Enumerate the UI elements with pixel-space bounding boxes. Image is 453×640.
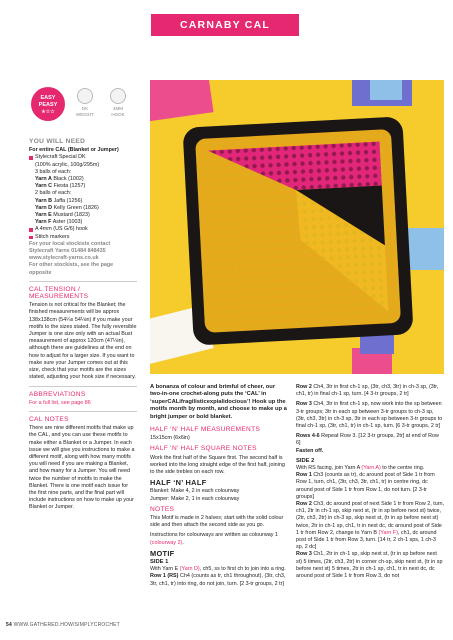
divider — [29, 411, 137, 412]
page-number: 54 — [6, 622, 12, 628]
yarn-weight-line1: DK — [81, 106, 89, 111]
motif-heading: MOTIF — [150, 548, 175, 558]
yarn-list-item: Yarn F Aster (1003) — [35, 219, 83, 226]
hook-icon — [110, 88, 126, 104]
tension-heading: CAL TENSION / MEASUREMENTS — [29, 285, 89, 301]
side1-heading: SIDE 1 — [150, 559, 169, 566]
yarn-weight-line2: WEIGHT — [76, 111, 94, 117]
half-n-half-heading: HALF ‘N’ HALF — [150, 478, 207, 488]
sidebar-column — [29, 138, 137, 515]
square-notes-heading: HALF ‘N’ HALF SQUARE NOTES — [150, 445, 257, 453]
markers-item: Stitch markers — [29, 234, 137, 241]
yarn-detail: (100% acrylic, 100g/295m) — [35, 161, 100, 168]
abbreviations-text: For a full list, see page 86 — [29, 399, 91, 406]
balls3-label: 3 balls of each: — [35, 168, 72, 175]
measurements-text: 15x15cm (6x6in) — [150, 435, 190, 442]
skill-level-line1: EASY — [40, 95, 56, 101]
blue-paper-shape-2 — [408, 228, 444, 270]
page-footer — [6, 622, 120, 628]
divider — [29, 281, 137, 282]
hook-size-info — [103, 88, 133, 117]
yarn-list-item: Yarn C Fiesta (1257) — [35, 183, 86, 190]
row2-instructions: Row 2 Ch4, 3tr in first ch-1 sp, (3tr, ch3, 3tr) in ch-3 sp, (3tr, ch1, tr) in final ch-1 sp, turn. [4 3-tr groups, 2 tr] — [296, 384, 439, 398]
intro-text: A bonanza of colour and brimful of cheer, our two-in-one crochet-along puts the ‘CAL’ in ‘superCALifragilisticexpialidocious’! Hook up the motifs month by month, and choose to make up a bright jumper or bold blanket. — [150, 384, 287, 420]
header-banner: CARNABY CAL — [151, 14, 299, 36]
for-entire-cal: For entire CAL (Blanket or Jumper) — [29, 147, 119, 154]
stockists-url[interactable]: www.stylecraft-yarns.co.uk — [29, 255, 99, 262]
yarn-list-item: Yarn B Jaffa (1256) — [35, 197, 83, 204]
side2-start: With RS facing, join Yarn A (Yarn A) to the centre ring. — [296, 465, 425, 472]
fasten-off: Fasten off. — [296, 447, 324, 454]
notes-text-1: This Motif is made in 2 halves; start with the solid colour side and then attach the second side as you go. — [150, 515, 284, 529]
side2-row1: Row 1 Ch3 (counts as tr), dc around post of Side 1 tr from Row 1, turn, ch1, (3tr, ch3, 3tr, ch1, tr) in centre ring, dc around post of Side 1 tr from Row 1, do not turn. [2 3-tr groups] — [296, 472, 435, 500]
yarn-list-item: Yarn A Black (1002) — [35, 176, 84, 183]
footer-url[interactable]: WWW.GATHERED.HOW/SIMPLYCROCHET — [13, 622, 120, 628]
notes-text-2: Instructions for colourways are written as colourway 1 (colourway 2). — [150, 532, 278, 546]
side2-heading: SIDE 2 — [296, 457, 315, 464]
square-notes-text: Work the first half of the Square first. The second half is worked into the long straight edge of the first half, joining to the side trebles on each row. — [150, 454, 285, 476]
jumper-count: Jumper: Make 2, 1 in each colourway — [150, 495, 240, 502]
cal-notes-heading: CAL NOTES — [29, 415, 69, 423]
motif-photo — [150, 80, 444, 374]
abbreviations-heading: ABBREVIATIONS — [29, 390, 86, 398]
blanket-count: Blanket: Make 4, 2 in each colourway — [150, 488, 240, 495]
stockists-line1: For your local stockists contact — [29, 240, 111, 247]
notes-heading: NOTES — [150, 505, 175, 513]
yarn-ball-icon — [77, 88, 93, 104]
skill-stars: ★☆☆ — [41, 109, 55, 115]
side2-row2: Row 2 Ch3, dc around post of next Side 1 tr from Row 2, turn, ch1, 2tr in ch-1 sp, skip next st, (tr in sp before next st) twice, (2tr, ch3, 2tr) in ch-3 sp, skip next st, (tr in sp before next st) twice, 2tr in ch-1 sp, ch1, tr in next dc, dc around post of Side 1 tr from Row 2, change to Yarn B (Yarn F), ch1, dc around post of Side 1 tr from Row 3, turn. [14 tr, 2 ch-1 sps, 1 ch-3 sp, 2 dc] — [296, 501, 445, 551]
main-column-3 — [296, 384, 444, 580]
skill-level-line2: PEASY — [38, 102, 58, 108]
measurements-heading: HALF ‘N’ HALF MEASUREMENTS — [150, 426, 261, 434]
stockists-line4: For other stockists, see the page opposite — [29, 262, 114, 276]
crochet-square — [182, 116, 413, 345]
cal-notes-text: There are nine different motifs that make up the CAL, and you can use these motifs to make either a Blanket or a Jumper. In each issue we will give you instructions to make a different motif, along with how many motifs you will need if you are making a Blanket, and how many for a Jumper. You will need twice the number of motifs to make the Blanket. There is one motif each issue for the first nine parts, and the final part will include instructions on how to make up your Blanket or Jumper. — [29, 425, 135, 511]
hook-size-line2: HOOK — [111, 111, 125, 117]
main-column-2 — [150, 384, 288, 588]
yarn-list-item: Yarn E Mustard (1823) — [35, 212, 90, 219]
hook-size-line1: 4MM — [113, 106, 123, 111]
yarn-list-item: Yarn D Kelly Green (1826) — [35, 204, 99, 211]
stockists-line2: Stylecraft Yarns 01484 848435 — [29, 248, 106, 255]
crochet-square-illustration — [150, 80, 444, 374]
yarn-weight-info — [70, 88, 100, 117]
tension-text: Tension is not critical for the Blanket; the finished measurements will be approx 138x138cm (54¼x 54¼in) if you make your motifs to the sizes stated. The fully reversible Jumper is one size only with an actual Bust measurement of approx 120cm (47¼in), although there are guidelines at the end on how to adjust for a larger size. If you want to make sure your Jumper comes out at this size, check that your motifs are the sizes stated, adjusting your hook size if necessary. — [29, 302, 137, 381]
balls2-label: 2 balls of each: — [35, 190, 72, 197]
hook-item: A 4mm (US G/6) hook — [29, 226, 137, 233]
side1-row1: Row 1 (RS) Ch4 (counts as tr, ch1 throughout), (3tr, ch3, 3tr, ch1, tr) into ring, do not join, turn. [2 3-tr groups, 2 tr] — [150, 573, 286, 587]
side1-start: With Yarn E (Yarn D), ch5, ss to first ch to join into a ring. — [150, 566, 286, 573]
divider — [29, 386, 137, 387]
rows4-6-instructions: Rows 4-6 Repeat Row 3. [12 3-tr groups, 2tr] at end of Row 6] — [296, 433, 439, 447]
blue-paper-shape — [370, 80, 402, 100]
you-will-need-heading: YOU WILL NEED — [29, 138, 86, 145]
row3-instructions: Row 3 Ch4, 3tr in first ch-1 sp, now work into the sp between 3-tr groups; 3tr in each sp between 3-tr groups to ch-3 sp, (3tr, ch3, 3tr) in ch-3 sp, 3tr in each sp between 3-tr groups to final ch-1 sp, (3tr, ch1, tr) in ch-1 sp, turn. [6 3-tr groups, 2 tr] — [296, 401, 443, 430]
yarn-brand: Stylecraft Special DK — [29, 154, 137, 161]
skill-level-badge — [31, 87, 65, 121]
side2-row3: Row 3 Ch1, 2tr in ch-1 sp, skip next st, (tr in sp before next st) 5 times, (2tr, ch3, 2tr) in corner ch-sp, skip next st, (tr in sp before next st) 5 times, 2tr in ch-1 sp, ch1, tr in next dc, dc around post of Side 1 tr from Row 3, do not — [296, 551, 443, 580]
